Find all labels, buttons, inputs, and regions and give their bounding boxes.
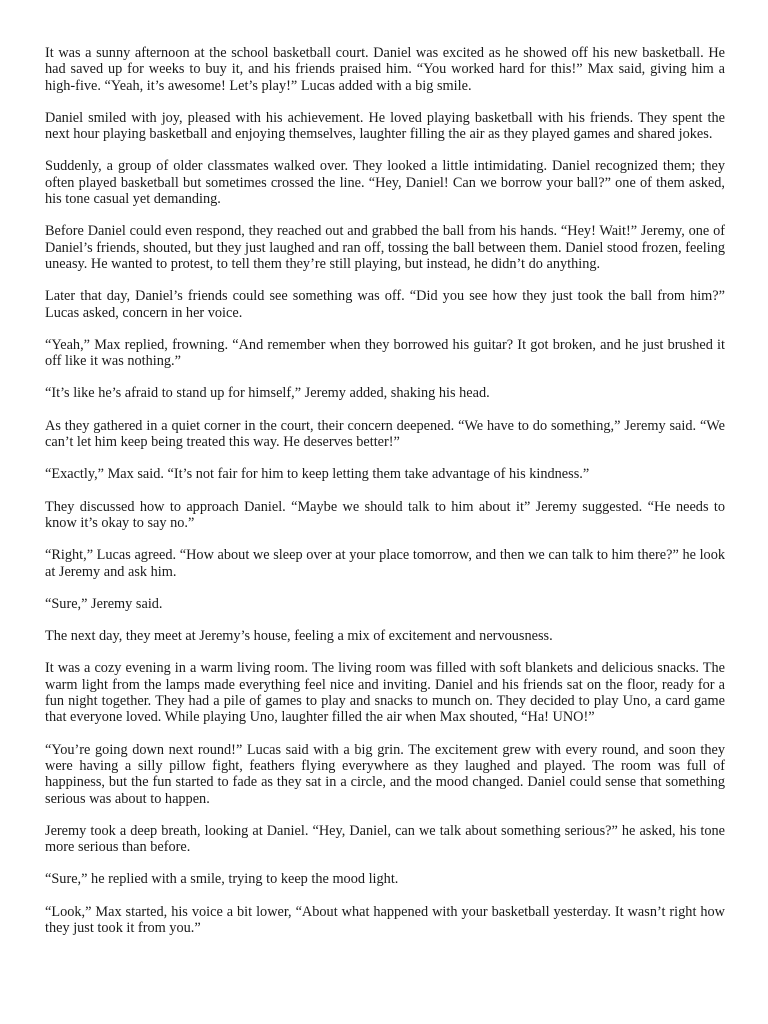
paragraph-17: “Sure,” he replied with a smile, trying to keep the mood light. — [45, 871, 399, 888]
paragraph-13: The next day, they meet at Jeremy’s house, feeling a mix of excitement and nervousness. — [45, 628, 553, 645]
paragraph-5: Later that day, Daniel’s friends could see something was off. “Did you see how they just took the ball from him?” Lucas asked, concern in her voice. — [45, 288, 725, 321]
paragraph-7: “It’s like he’s afraid to stand up for himself,” Jeremy added, shaking his head. — [45, 385, 490, 402]
paragraph-9: “Exactly,” Max said. “It’s not fair for him to keep letting them take advantage of his kindness.” — [45, 466, 590, 483]
paragraph-1: It was a sunny afternoon at the school basketball court. Daniel was excited as he showed off his new basketball. He had saved up for weeks to buy it, and his friends praised him. “You worked hard for this!” Max said, giving him a high-five. “Yeah, it’s awesome! Let’s play!” Lucas added with a big smile. — [45, 45, 725, 94]
paragraph-16: Jeremy took a deep breath, looking at Daniel. “Hey, Daniel, can we talk about something serious?” he asked, his tone more serious than before. — [45, 822, 725, 856]
paragraph-15: “You’re going down next round!” Lucas said with a big grin. The excitement grew with every round, and soon they were having a silly pillow fight, feathers flying everywhere as they laughed and played. The room was full of happiness, but the fun started to fade as they sat in a circle, and the mood changed. Daniel could sense that something serious was about to happen. — [45, 741, 725, 807]
paragraph-14: It was a cozy evening in a warm living room. The living room was filled with soft blankets and delicious snacks. The warm light from the lamps made everything feel nice and inviting. Daniel and his friends sat on the floor, ready for a fun night together. They had a pile of games to play and snacks to munch on. They decided to play Uno, a card game that everyone loved. While playing Uno, laughter filled the air when Max shouted, “Ha! UNO!” — [45, 660, 725, 726]
paragraph-2: Daniel smiled with joy, pleased with his achievement. He loved playing basketball with his friends. They spent the next hour playing basketball and enjoying themselves, laughter filling the air as they played games and shared jokes. — [45, 109, 725, 143]
paragraph-3: Suddenly, a group of older classmates walked over. They looked a little intimidating. Daniel recognized them; they often played basketball but sometimes crossed the line. “Hey, Daniel! Can we borrow your ball?” one of them asked, his tone casual yet demanding. — [45, 158, 725, 208]
paragraph-4: Before Daniel could even respond, they reached out and grabbed the ball from his hands. “Hey! Wait!” Jeremy, one of Daniel’s friends, shouted, but they just laughed and ran off, tossing the ball between them. Daniel stood frozen, feeling uneasy. He wanted to protest, to tell them they’re still playing, but instead, he didn’t do anything. — [45, 223, 725, 272]
paragraph-6: “Yeah,” Max replied, frowning. “And remember when they borrowed his guitar? It got broken, and he just brushed it off like it was nothing.” — [45, 336, 725, 370]
paragraph-18: “Look,” Max started, his voice a bit lower, “About what happened with your basketball yesterday. It wasn’t right how they just took it from you.” — [45, 903, 725, 936]
paragraph-8: As they gathered in a quiet corner in the court, their concern deepened. “We have to do something,” Jeremy said. “We can’t let him keep being treated this way. He deserves better!” — [45, 417, 725, 451]
paragraph-12: “Sure,” Jeremy said. — [45, 595, 163, 612]
paragraph-10: They discussed how to approach Daniel. “Maybe we should talk to him about it” Jeremy suggested. “He needs to know it’s okay to say no.” — [45, 498, 725, 531]
document-page — [45, 45, 725, 952]
paragraph-11: “Right,” Lucas agreed. “How about we sleep over at your place tomorrow, and then we can talk to him there?” he look at Jeremy and ask him. — [45, 547, 725, 580]
